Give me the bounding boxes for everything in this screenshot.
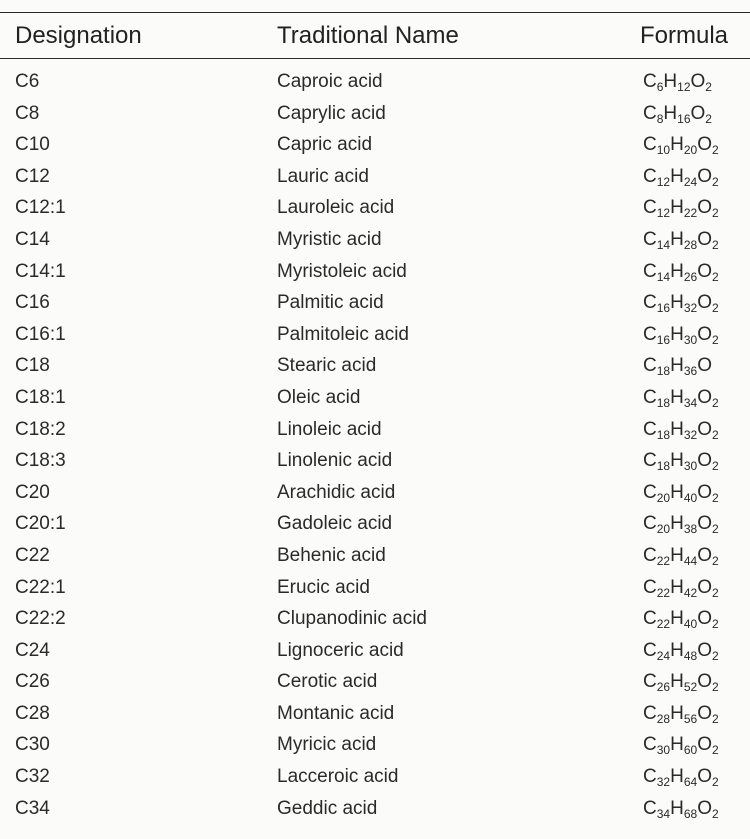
traditional-name-cell: Caproic acid bbox=[277, 71, 383, 92]
header-traditional-name: Traditional Name bbox=[277, 22, 459, 49]
formula-element-symbol: C bbox=[643, 766, 657, 788]
formula-element-symbol: C bbox=[643, 165, 657, 187]
formula-subscript: 2 bbox=[711, 553, 719, 568]
traditional-name-cell: Oleic acid bbox=[277, 386, 361, 408]
traditional-name-cell: Linoleic acid bbox=[277, 418, 382, 440]
designation-cell: C18:2 bbox=[15, 418, 66, 440]
formula-element-symbol: C bbox=[643, 386, 657, 408]
formula-subscript: 2 bbox=[711, 237, 719, 252]
formula-subscript: 24 bbox=[656, 648, 671, 663]
formula-element-symbol: H bbox=[670, 734, 684, 756]
formula-cell bbox=[643, 192, 719, 224]
formula-element-symbol: O bbox=[697, 513, 712, 535]
formula-element-symbol: H bbox=[670, 228, 684, 250]
formula-element-symbol: C bbox=[643, 197, 657, 219]
designation-cell: C10 bbox=[15, 134, 50, 156]
formula-subscript: 2 bbox=[711, 174, 719, 189]
formula-subscript: 12 bbox=[677, 80, 691, 94]
formula-subscript: 22 bbox=[656, 617, 671, 632]
formula-subscript: 18 bbox=[656, 427, 671, 442]
formula-subscript: 52 bbox=[683, 680, 698, 695]
formula-subscript: 48 bbox=[683, 648, 698, 663]
formula-subscript: 2 bbox=[711, 648, 719, 663]
formula-subscript: 8 bbox=[656, 111, 664, 126]
formula-subscript: 34 bbox=[683, 395, 698, 410]
designation-cell: C24 bbox=[15, 639, 50, 661]
formula-element-symbol: C bbox=[643, 450, 657, 472]
formula-cell bbox=[643, 761, 719, 793]
formula-cell bbox=[643, 224, 719, 256]
formula-element-symbol: H bbox=[670, 544, 684, 566]
designation-cell: C20 bbox=[15, 481, 50, 503]
formula-cell bbox=[643, 635, 719, 667]
formula-subscript: 2 bbox=[711, 332, 719, 347]
table-row bbox=[0, 698, 750, 730]
table-row bbox=[0, 350, 750, 382]
formula-subscript: 20 bbox=[683, 143, 698, 158]
formula-element-symbol: O bbox=[697, 323, 712, 345]
formula-subscript: 38 bbox=[683, 522, 698, 537]
formula-cell bbox=[643, 540, 719, 572]
formula-subscript: 2 bbox=[705, 111, 712, 126]
formula-element-symbol: H bbox=[670, 260, 684, 282]
designation-cell: C32 bbox=[15, 766, 50, 788]
formula-cell bbox=[643, 66, 712, 98]
table-body bbox=[0, 66, 750, 824]
formula-subscript: 60 bbox=[683, 743, 698, 758]
formula-element-symbol: O bbox=[697, 766, 712, 788]
formula-subscript: 2 bbox=[711, 490, 719, 505]
formula-cell bbox=[643, 572, 719, 604]
formula-subscript: 26 bbox=[656, 680, 671, 695]
formula-element-symbol: H bbox=[670, 797, 684, 819]
table-row bbox=[0, 508, 750, 540]
formula-subscript: 2 bbox=[711, 427, 719, 442]
designation-cell: C16 bbox=[15, 292, 50, 314]
formula-element-symbol: C bbox=[643, 734, 657, 756]
formula-subscript: 22 bbox=[656, 585, 671, 600]
formula-element-symbol: C bbox=[643, 608, 657, 630]
formula-subscript: 56 bbox=[683, 711, 698, 726]
designation-cell: C6 bbox=[15, 71, 40, 92]
table-row bbox=[0, 161, 750, 193]
traditional-name-cell: Arachidic acid bbox=[277, 481, 396, 503]
formula-element-symbol: O bbox=[697, 734, 712, 756]
traditional-name-cell: Behenic acid bbox=[277, 544, 386, 566]
formula-subscript: 2 bbox=[711, 206, 719, 221]
formula-element-symbol: O bbox=[697, 702, 712, 724]
formula-cell bbox=[643, 350, 712, 382]
traditional-name-cell: Myristic acid bbox=[277, 228, 382, 250]
formula-subscript: 44 bbox=[683, 553, 698, 568]
formula-subscript: 34 bbox=[656, 806, 671, 821]
formula-element-symbol: H bbox=[670, 513, 684, 535]
formula-subscript: 2 bbox=[711, 775, 719, 790]
formula-element-symbol: H bbox=[670, 292, 684, 314]
formula-element-symbol: H bbox=[670, 418, 684, 440]
formula-subscript: 2 bbox=[711, 395, 719, 410]
formula-subscript: 20 bbox=[656, 522, 671, 537]
formula-element-symbol: H bbox=[670, 323, 684, 345]
table-row bbox=[0, 603, 750, 635]
table-header bbox=[0, 17, 750, 55]
designation-cell: C12:1 bbox=[15, 197, 66, 219]
traditional-name-cell: Erucic acid bbox=[277, 576, 370, 598]
traditional-name-cell: Capric acid bbox=[277, 134, 373, 156]
formula-subscript: 32 bbox=[683, 427, 698, 442]
formula-element-symbol: C bbox=[643, 481, 657, 503]
formula-cell bbox=[643, 414, 719, 446]
traditional-name-cell: Cerotic acid bbox=[277, 671, 378, 693]
formula-subscript: 16 bbox=[656, 301, 671, 316]
formula-element-symbol: C bbox=[643, 292, 657, 314]
formula-element-symbol: O bbox=[697, 450, 712, 472]
formula-subscript: 2 bbox=[711, 617, 719, 632]
formula-element-symbol: H bbox=[663, 102, 678, 124]
designation-cell: C22:2 bbox=[15, 608, 66, 630]
header-formula: Formula bbox=[640, 22, 729, 49]
formula-element-symbol: O bbox=[697, 639, 712, 661]
formula-subscript: 18 bbox=[656, 364, 671, 379]
formula-element-symbol: C bbox=[643, 639, 657, 661]
formula-cell bbox=[643, 508, 719, 540]
formula-element-symbol: O bbox=[690, 102, 706, 124]
designation-cell: C16:1 bbox=[15, 323, 66, 345]
traditional-name-cell: Lignoceric acid bbox=[277, 639, 404, 661]
formula-element-symbol: O bbox=[697, 576, 712, 598]
formula-subscript: 32 bbox=[656, 775, 671, 790]
formula-subscript: 64 bbox=[683, 775, 698, 790]
designation-cell: C30 bbox=[15, 734, 50, 756]
table-row bbox=[0, 540, 750, 572]
formula-element-symbol: H bbox=[670, 608, 684, 630]
formula-subscript: 2 bbox=[711, 459, 719, 474]
table-row bbox=[0, 729, 750, 761]
formula-element-symbol: C bbox=[643, 102, 657, 124]
designation-cell: C14 bbox=[15, 228, 50, 250]
formula-element-symbol: H bbox=[670, 165, 684, 187]
formula-subscript: 18 bbox=[656, 459, 671, 474]
formula-subscript: 2 bbox=[711, 301, 719, 316]
designation-cell: C8 bbox=[15, 102, 40, 124]
traditional-name-cell: Palmitoleic acid bbox=[277, 323, 409, 345]
formula-element-symbol: H bbox=[670, 639, 684, 661]
formula-subscript: 42 bbox=[683, 585, 698, 600]
table-row bbox=[0, 761, 750, 793]
formula-cell bbox=[643, 603, 719, 635]
traditional-name-cell: Gadoleic acid bbox=[277, 513, 393, 535]
formula-cell bbox=[643, 287, 719, 319]
formula-element-symbol: O bbox=[697, 544, 712, 566]
formula-subscript: 12 bbox=[656, 174, 671, 189]
designation-cell: C18:1 bbox=[15, 386, 66, 408]
formula-element-symbol: O bbox=[697, 260, 712, 282]
formula-cell bbox=[643, 445, 719, 477]
designation-cell: C34 bbox=[15, 797, 50, 819]
formula-subscript: 2 bbox=[711, 711, 719, 726]
formula-cell bbox=[643, 382, 719, 414]
designation-cell: C20:1 bbox=[15, 513, 66, 535]
table-row bbox=[0, 793, 750, 825]
formula-cell bbox=[643, 161, 719, 193]
table-row bbox=[0, 224, 750, 256]
table-row bbox=[0, 414, 750, 446]
table-row bbox=[0, 445, 750, 477]
formula-element-symbol: O bbox=[697, 386, 712, 408]
formula-element-symbol: O bbox=[697, 481, 712, 503]
formula-element-symbol: H bbox=[670, 450, 684, 472]
formula-subscript: 30 bbox=[683, 459, 698, 474]
table-row bbox=[0, 382, 750, 414]
formula-subscript: 68 bbox=[683, 806, 698, 821]
formula-subscript: 16 bbox=[656, 332, 671, 347]
formula-element-symbol: C bbox=[643, 797, 657, 819]
table-row bbox=[0, 287, 750, 319]
formula-element-symbol: C bbox=[643, 323, 657, 345]
formula-subscript: 12 bbox=[656, 206, 671, 221]
traditional-name-cell: Linolenic acid bbox=[277, 450, 393, 472]
table-row bbox=[0, 477, 750, 509]
formula-subscript: 22 bbox=[683, 206, 698, 221]
traditional-name-cell: Geddic acid bbox=[277, 797, 378, 819]
formula-element-symbol: C bbox=[643, 702, 657, 724]
top-rule bbox=[0, 12, 750, 13]
formula-element-symbol: O bbox=[697, 355, 712, 377]
formula-subscript: 6 bbox=[656, 80, 664, 94]
table-row bbox=[0, 192, 750, 224]
formula-element-symbol: O bbox=[697, 797, 712, 819]
designation-cell: C12 bbox=[15, 165, 50, 187]
traditional-name-cell: Lauric acid bbox=[277, 165, 369, 187]
formula-element-symbol: C bbox=[643, 355, 657, 377]
designation-cell: C22:1 bbox=[15, 576, 66, 598]
designation-cell: C22 bbox=[15, 544, 50, 566]
formula-cell bbox=[643, 98, 712, 130]
table-row bbox=[0, 256, 750, 288]
formula-element-symbol: H bbox=[663, 71, 678, 92]
table-row bbox=[0, 666, 750, 698]
formula-cell bbox=[643, 477, 719, 509]
formula-element-symbol: O bbox=[697, 608, 712, 630]
formula-subscript: 2 bbox=[711, 143, 719, 158]
formula-element-symbol: C bbox=[643, 134, 657, 156]
designation-cell: C26 bbox=[15, 671, 50, 693]
formula-subscript: 32 bbox=[683, 301, 698, 316]
formula-element-symbol: H bbox=[670, 702, 684, 724]
table-row bbox=[0, 98, 750, 130]
designation-cell: C28 bbox=[15, 702, 50, 724]
formula-subscript: 20 bbox=[656, 490, 671, 505]
formula-cell bbox=[643, 666, 719, 698]
designation-cell: C18:3 bbox=[15, 450, 66, 472]
traditional-name-cell: Myristoleic acid bbox=[277, 260, 407, 282]
formula-element-symbol: H bbox=[670, 576, 684, 598]
table-row bbox=[0, 129, 750, 161]
formula-subscript: 14 bbox=[656, 269, 671, 284]
formula-subscript: 30 bbox=[656, 743, 671, 758]
formula-subscript: 2 bbox=[711, 680, 719, 695]
formula-element-symbol: O bbox=[690, 71, 706, 92]
designation-cell: C14:1 bbox=[15, 260, 66, 282]
formula-element-symbol: H bbox=[670, 355, 684, 377]
formula-subscript: 36 bbox=[683, 364, 698, 379]
traditional-name-cell: Stearic acid bbox=[277, 355, 377, 377]
formula-element-symbol: O bbox=[697, 165, 712, 187]
formula-subscript: 40 bbox=[683, 617, 698, 632]
formula-subscript: 26 bbox=[683, 269, 698, 284]
formula-subscript: 14 bbox=[656, 237, 671, 252]
traditional-name-cell: Caprylic acid bbox=[277, 102, 386, 124]
formula-subscript: 28 bbox=[683, 237, 698, 252]
formula-subscript: 28 bbox=[656, 711, 671, 726]
formula-element-symbol: C bbox=[643, 71, 657, 92]
formula-element-symbol: O bbox=[697, 197, 712, 219]
formula-element-symbol: H bbox=[670, 766, 684, 788]
formula-element-symbol: O bbox=[697, 228, 712, 250]
formula-cell bbox=[643, 319, 719, 351]
formula-cell bbox=[643, 698, 719, 730]
formula-cell bbox=[643, 256, 719, 288]
traditional-name-cell: Montanic acid bbox=[277, 702, 395, 724]
formula-subscript: 2 bbox=[711, 806, 719, 821]
formula-element-symbol: H bbox=[670, 386, 684, 408]
designation-cell: C18 bbox=[15, 355, 50, 377]
formula-subscript: 16 bbox=[677, 111, 691, 126]
formula-cell bbox=[643, 793, 719, 825]
formula-cell bbox=[643, 729, 719, 761]
formula-element-symbol: C bbox=[643, 671, 657, 693]
formula-subscript: 2 bbox=[711, 585, 719, 600]
traditional-name-cell: Lauroleic acid bbox=[277, 197, 395, 219]
traditional-name-cell: Lacceroic acid bbox=[277, 766, 399, 788]
traditional-name-cell: Clupanodinic acid bbox=[277, 608, 427, 630]
formula-element-symbol: C bbox=[643, 228, 657, 250]
formula-subscript: 10 bbox=[656, 143, 671, 158]
formula-subscript: 2 bbox=[711, 522, 719, 537]
formula-cell bbox=[643, 129, 719, 161]
formula-element-symbol: C bbox=[643, 260, 657, 282]
formula-subscript: 40 bbox=[683, 490, 698, 505]
header-designation: Designation bbox=[15, 22, 142, 49]
traditional-name-cell: Myricic acid bbox=[277, 734, 377, 756]
formula-element-symbol: O bbox=[697, 292, 712, 314]
formula-subscript: 24 bbox=[683, 174, 698, 189]
table-row bbox=[0, 66, 750, 98]
formula-subscript: 2 bbox=[711, 743, 719, 758]
traditional-name-cell: Palmitic acid bbox=[277, 292, 384, 314]
formula-element-symbol: C bbox=[643, 576, 657, 598]
formula-element-symbol: O bbox=[697, 134, 712, 156]
table-row bbox=[0, 319, 750, 351]
formula-element-symbol: H bbox=[670, 481, 684, 503]
formula-subscript: 30 bbox=[683, 332, 698, 347]
formula-element-symbol: C bbox=[643, 544, 657, 566]
formula-element-symbol: O bbox=[697, 418, 712, 440]
formula-element-symbol: H bbox=[670, 134, 684, 156]
table-row bbox=[0, 572, 750, 604]
formula-subscript: 22 bbox=[656, 553, 671, 568]
formula-subscript: 2 bbox=[705, 80, 712, 94]
table-row bbox=[0, 635, 750, 667]
formula-subscript: 18 bbox=[656, 395, 671, 410]
formula-element-symbol: C bbox=[643, 513, 657, 535]
formula-element-symbol: C bbox=[643, 418, 657, 440]
formula-element-symbol: H bbox=[670, 671, 684, 693]
formula-subscript: 2 bbox=[711, 269, 719, 284]
header-rule bbox=[0, 58, 750, 59]
formula-element-symbol: O bbox=[697, 671, 712, 693]
formula-element-symbol: H bbox=[670, 197, 684, 219]
